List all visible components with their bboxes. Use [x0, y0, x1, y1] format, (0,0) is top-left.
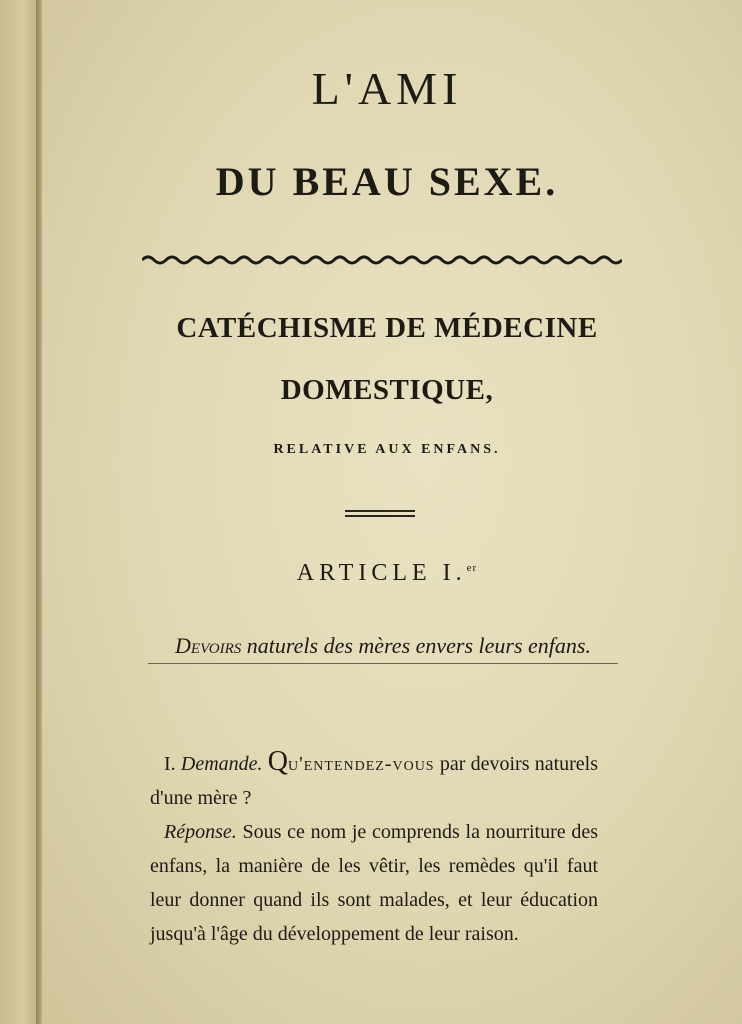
question-label: Demande.	[180, 753, 263, 775]
heading-line-1: CATÉCHISME DE MÉDECINE	[176, 312, 598, 344]
subheading: RELATIVE AUX ENFANS.	[273, 442, 501, 457]
page-content	[142, 0, 632, 1024]
question-dropcap: Q	[267, 746, 289, 777]
section-title	[148, 630, 618, 662]
title-line-1: L'AMI	[311, 63, 463, 114]
article-superscript: er	[466, 562, 478, 574]
question-number: I.	[164, 753, 176, 775]
section-title-first-word: Devoirs	[175, 633, 242, 658]
section-title-rest: naturels des mères envers leurs enfans.	[246, 633, 591, 658]
question-text: par devoirs naturels d'une mère ?	[150, 753, 599, 809]
question-caps: u'entendez-vous	[288, 753, 435, 775]
body-text	[150, 745, 598, 951]
question-paragraph	[150, 745, 598, 815]
heading-line-2: DOMESTIQUE,	[280, 374, 494, 406]
article-heading	[142, 560, 632, 587]
wavy-rule-ornament	[142, 250, 622, 270]
answer-text: Sous ce nom je comprends la nourriture des enfans, la manière de les vêtir, les remèdes qu'il faut leur donner quand ils sont malades, et leur éducation jusqu'à l'âge du développement de leur raison.	[150, 821, 599, 945]
title-line-2: DU BEAU SEXE.	[215, 159, 559, 204]
section-underline	[148, 663, 618, 664]
answer-label: Réponse.	[164, 821, 237, 843]
article-label: ARTICLE I.	[296, 560, 467, 586]
answer-paragraph	[150, 815, 598, 951]
book-page	[42, 0, 742, 1024]
facing-page-edge	[0, 0, 38, 1024]
double-rule-ornament	[345, 510, 415, 518]
